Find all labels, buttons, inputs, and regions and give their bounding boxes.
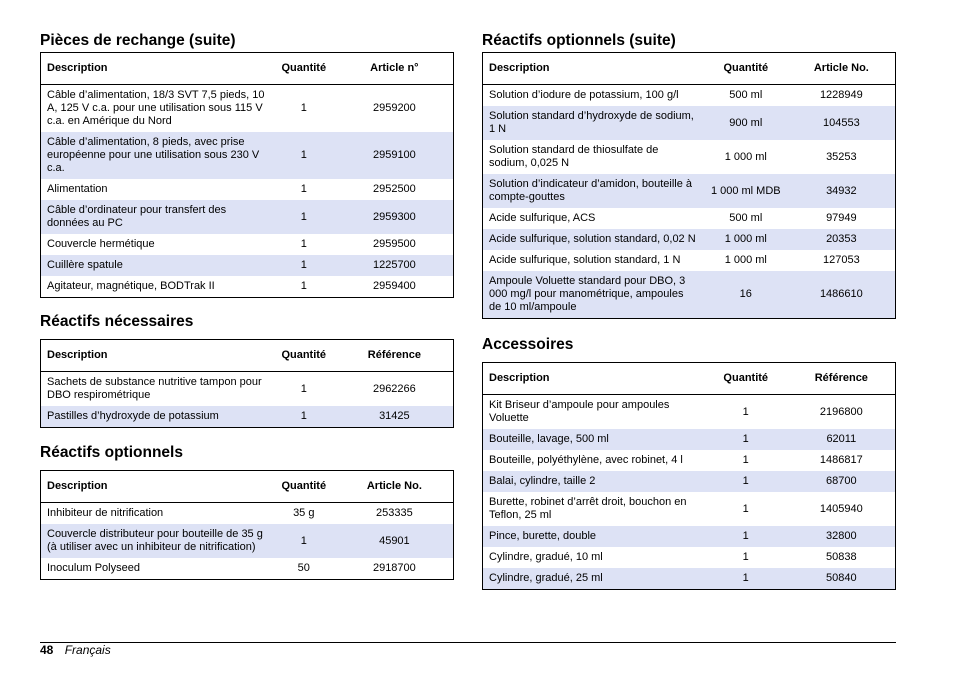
- optional-reagents-table: [40, 470, 454, 580]
- table-row: [41, 234, 454, 255]
- cell-quantity: 1: [272, 200, 336, 234]
- accessories-body: [483, 395, 896, 590]
- cell-article: 2959400: [372, 280, 416, 292]
- table-row: [483, 492, 896, 526]
- cell-quantity: 1: [300, 382, 307, 395]
- cell-quantity: 1 000 ml: [704, 229, 788, 250]
- cell-description: Inhibiteur de nitrification: [47, 507, 164, 519]
- footer-rule: [40, 642, 896, 643]
- col-header-reference: Référence: [336, 340, 454, 372]
- cell-article: 31425: [336, 406, 454, 428]
- col-header-description: Description: [41, 471, 272, 503]
- required-reagents-body: [41, 372, 454, 428]
- table-row: [483, 271, 896, 319]
- page-number: 48: [40, 643, 54, 657]
- cell-quantity: 50: [297, 562, 310, 574]
- optional-reagents-cont-table: [482, 52, 896, 319]
- col-header-description: Description: [41, 53, 272, 85]
- cell-description: Inoculum Polyseed: [47, 562, 140, 574]
- cell-description: Ampoule Voluette standard pour DBO, 3 000 mg/l pour manométrique, ampoules de 10 ml/ampoule: [483, 271, 704, 319]
- cell-article: 97949: [826, 212, 857, 224]
- cell-description: Burette, robinet d’arrêt droit, bouchon en Teflon, 25 ml: [489, 496, 687, 521]
- section-title-optional-reagents: Réactifs optionnels: [40, 444, 183, 461]
- cell-description: Solution standard de thiosulfate de sodium, 0,025 N: [489, 144, 659, 169]
- cell-description: Kit Briseur d’ampoule pour ampoules Voluette: [489, 399, 670, 424]
- cell-quantity: 1: [704, 526, 788, 547]
- section-title-optional-reagents-cont: Réactifs optionnels (suite): [482, 32, 676, 49]
- table-row: [41, 406, 454, 428]
- cell-description: Sachets de substance nutritive tampon pour DBO respirométrique: [47, 376, 262, 401]
- cell-description: Solution d’iodure de potassium, 100 g/l: [489, 89, 679, 101]
- cell-description: Câble d’alimentation, 8 pieds, avec prise européenne pour une utilisation sous 230 V c.a.: [41, 132, 272, 179]
- accessories-table: [482, 362, 896, 590]
- section-title-required-reagents: Réactifs nécessaires: [40, 313, 194, 330]
- required-reagents-table: [40, 339, 454, 428]
- cell-quantity: 1: [300, 183, 307, 195]
- cell-quantity: 1: [704, 471, 788, 492]
- spare-parts-body: [41, 85, 454, 298]
- table-row: [483, 106, 896, 140]
- cell-description: Câble d’alimentation, 18/3 SVT 7,5 pieds, 10 A, 125 V c.a. pour une utilisation sous 115 V c.a. en Amérique du Nord: [47, 89, 265, 127]
- cell-description: Pastilles d’hydroxyde de potassium: [41, 406, 272, 428]
- table-row: [41, 255, 454, 276]
- cell-quantity: 1: [300, 280, 307, 292]
- table-row: [483, 429, 896, 450]
- table-row: [41, 558, 454, 580]
- table-row: [483, 208, 896, 229]
- col-header-description: Description: [483, 363, 704, 395]
- table-row: [41, 503, 454, 525]
- cell-description: Solution standard d’hydroxyde de sodium, 1 N: [483, 106, 704, 140]
- table-row: [41, 85, 454, 133]
- cell-quantity: 1: [742, 405, 749, 418]
- right-column: [482, 30, 896, 590]
- footer-language: Français: [64, 643, 111, 657]
- cell-quantity: 1: [742, 502, 749, 515]
- cell-article: 20353: [788, 229, 896, 250]
- cell-article: 2952500: [372, 183, 416, 195]
- cell-quantity: 1 000 ml: [724, 254, 767, 266]
- col-header-article: Article No.: [788, 53, 896, 85]
- cell-article: 34932: [788, 174, 896, 208]
- cell-article: 1486610: [788, 271, 896, 319]
- cell-article: 1486817: [819, 454, 863, 466]
- spare-parts-table: [40, 52, 454, 298]
- cell-article: 104553: [788, 106, 896, 140]
- cell-article: 2962266: [372, 382, 416, 395]
- cell-quantity: 1: [272, 255, 336, 276]
- cell-description: Couvercle distributeur pour bouteille de 35 g (à utiliser avec un inhibiteur de nitrification): [41, 524, 272, 558]
- cell-quantity: 1 000 ml MDB: [704, 174, 788, 208]
- col-header-quantity: Quantité: [272, 471, 336, 503]
- col-header-reference: Référence: [788, 363, 896, 395]
- cell-quantity: 900 ml: [704, 106, 788, 140]
- cell-article: 2918700: [372, 562, 416, 574]
- left-column: [40, 30, 454, 580]
- section-title-spare-parts: Pièces de rechange (suite): [40, 32, 236, 49]
- cell-description: Alimentation: [47, 183, 108, 195]
- cell-article: 1228949: [819, 89, 863, 101]
- cell-description: Bouteille, lavage, 500 ml: [483, 429, 704, 450]
- cell-article: 2196800: [819, 405, 863, 418]
- col-header-article: Article No.: [336, 471, 454, 503]
- cell-article: 2959500: [372, 238, 416, 250]
- cell-description: Acide sulfurique, ACS: [489, 212, 596, 224]
- table-row: [41, 200, 454, 234]
- cell-article: 50840: [788, 568, 896, 590]
- cell-quantity: 1: [300, 238, 307, 250]
- table-row: [41, 276, 454, 298]
- cell-description: Cylindre, gradué, 25 ml: [483, 568, 704, 590]
- cell-description: Agitateur, magnétique, BODTrak II: [47, 280, 215, 292]
- table-row: [41, 524, 454, 558]
- cell-article: 45901: [336, 524, 454, 558]
- cell-article: 32800: [788, 526, 896, 547]
- table-row: [483, 395, 896, 430]
- cell-article: 68700: [788, 471, 896, 492]
- page-footer: [40, 643, 111, 657]
- cell-article: 2959200: [372, 102, 416, 114]
- col-header-quantity: Quantité: [272, 53, 336, 85]
- cell-description: Cylindre, gradué, 10 ml: [489, 551, 603, 563]
- table-row: [483, 547, 896, 568]
- table-row: [483, 568, 896, 590]
- cell-quantity: 35 g: [293, 507, 315, 519]
- table-row: [483, 250, 896, 271]
- table-row: [41, 179, 454, 200]
- optional-reagents-body: [41, 503, 454, 580]
- cell-article: 1225700: [336, 255, 454, 276]
- cell-quantity: 1: [742, 454, 749, 466]
- cell-quantity: 500 ml: [729, 89, 763, 101]
- cell-article: 1405940: [819, 502, 863, 515]
- cell-quantity: 1: [300, 102, 307, 114]
- col-header-quantity: Quantité: [704, 363, 788, 395]
- cell-article: 127053: [823, 254, 860, 266]
- cell-description: Acide sulfurique, solution standard, 1 N: [489, 254, 681, 266]
- cell-description: Câble d’ordinateur pour transfert des données au PC: [41, 200, 272, 234]
- table-row: [483, 526, 896, 547]
- cell-description: Solution d’indicateur d’amidon, bouteille à compte-gouttes: [483, 174, 704, 208]
- cell-article: 35253: [826, 150, 857, 163]
- cell-quantity: 1: [742, 551, 749, 563]
- cell-quantity: 500 ml: [729, 212, 763, 224]
- cell-description: Cuillère spatule: [41, 255, 272, 276]
- cell-description: Balai, cylindre, taille 2: [483, 471, 704, 492]
- table-row: [483, 471, 896, 492]
- table-row: [41, 372, 454, 407]
- table-row: [483, 450, 896, 471]
- table-row: [41, 132, 454, 179]
- table-row: [483, 229, 896, 250]
- cell-article: 50838: [826, 551, 857, 563]
- cell-article: 2959100: [336, 132, 454, 179]
- cell-quantity: 1 000 ml: [724, 150, 767, 163]
- cell-quantity: 1: [272, 132, 336, 179]
- section-title-accessories: Accessoires: [482, 336, 574, 353]
- cell-description: Acide sulfurique, solution standard, 0,02 N: [483, 229, 704, 250]
- table-row: [483, 85, 896, 107]
- cell-quantity: 16: [704, 271, 788, 319]
- cell-quantity: 1: [272, 524, 336, 558]
- cell-description: Bouteille, polyéthylène, avec robinet, 4 l: [489, 454, 683, 466]
- cell-article: 253335: [376, 507, 413, 519]
- col-header-article: Article n°: [336, 53, 454, 85]
- col-header-description: Description: [41, 340, 272, 372]
- cell-description: Couvercle hermétique: [47, 238, 155, 250]
- col-header-description: Description: [483, 53, 704, 85]
- table-row: [483, 174, 896, 208]
- col-header-quantity: Quantité: [704, 53, 788, 85]
- cell-article: 2959300: [336, 200, 454, 234]
- cell-article: 62011: [788, 429, 896, 450]
- cell-quantity: 1: [704, 429, 788, 450]
- cell-quantity: 1: [704, 568, 788, 590]
- cell-quantity: 1: [272, 406, 336, 428]
- table-row: [483, 140, 896, 174]
- optional-reagents-cont-body: [483, 85, 896, 319]
- col-header-quantity: Quantité: [272, 340, 336, 372]
- cell-description: Pince, burette, double: [483, 526, 704, 547]
